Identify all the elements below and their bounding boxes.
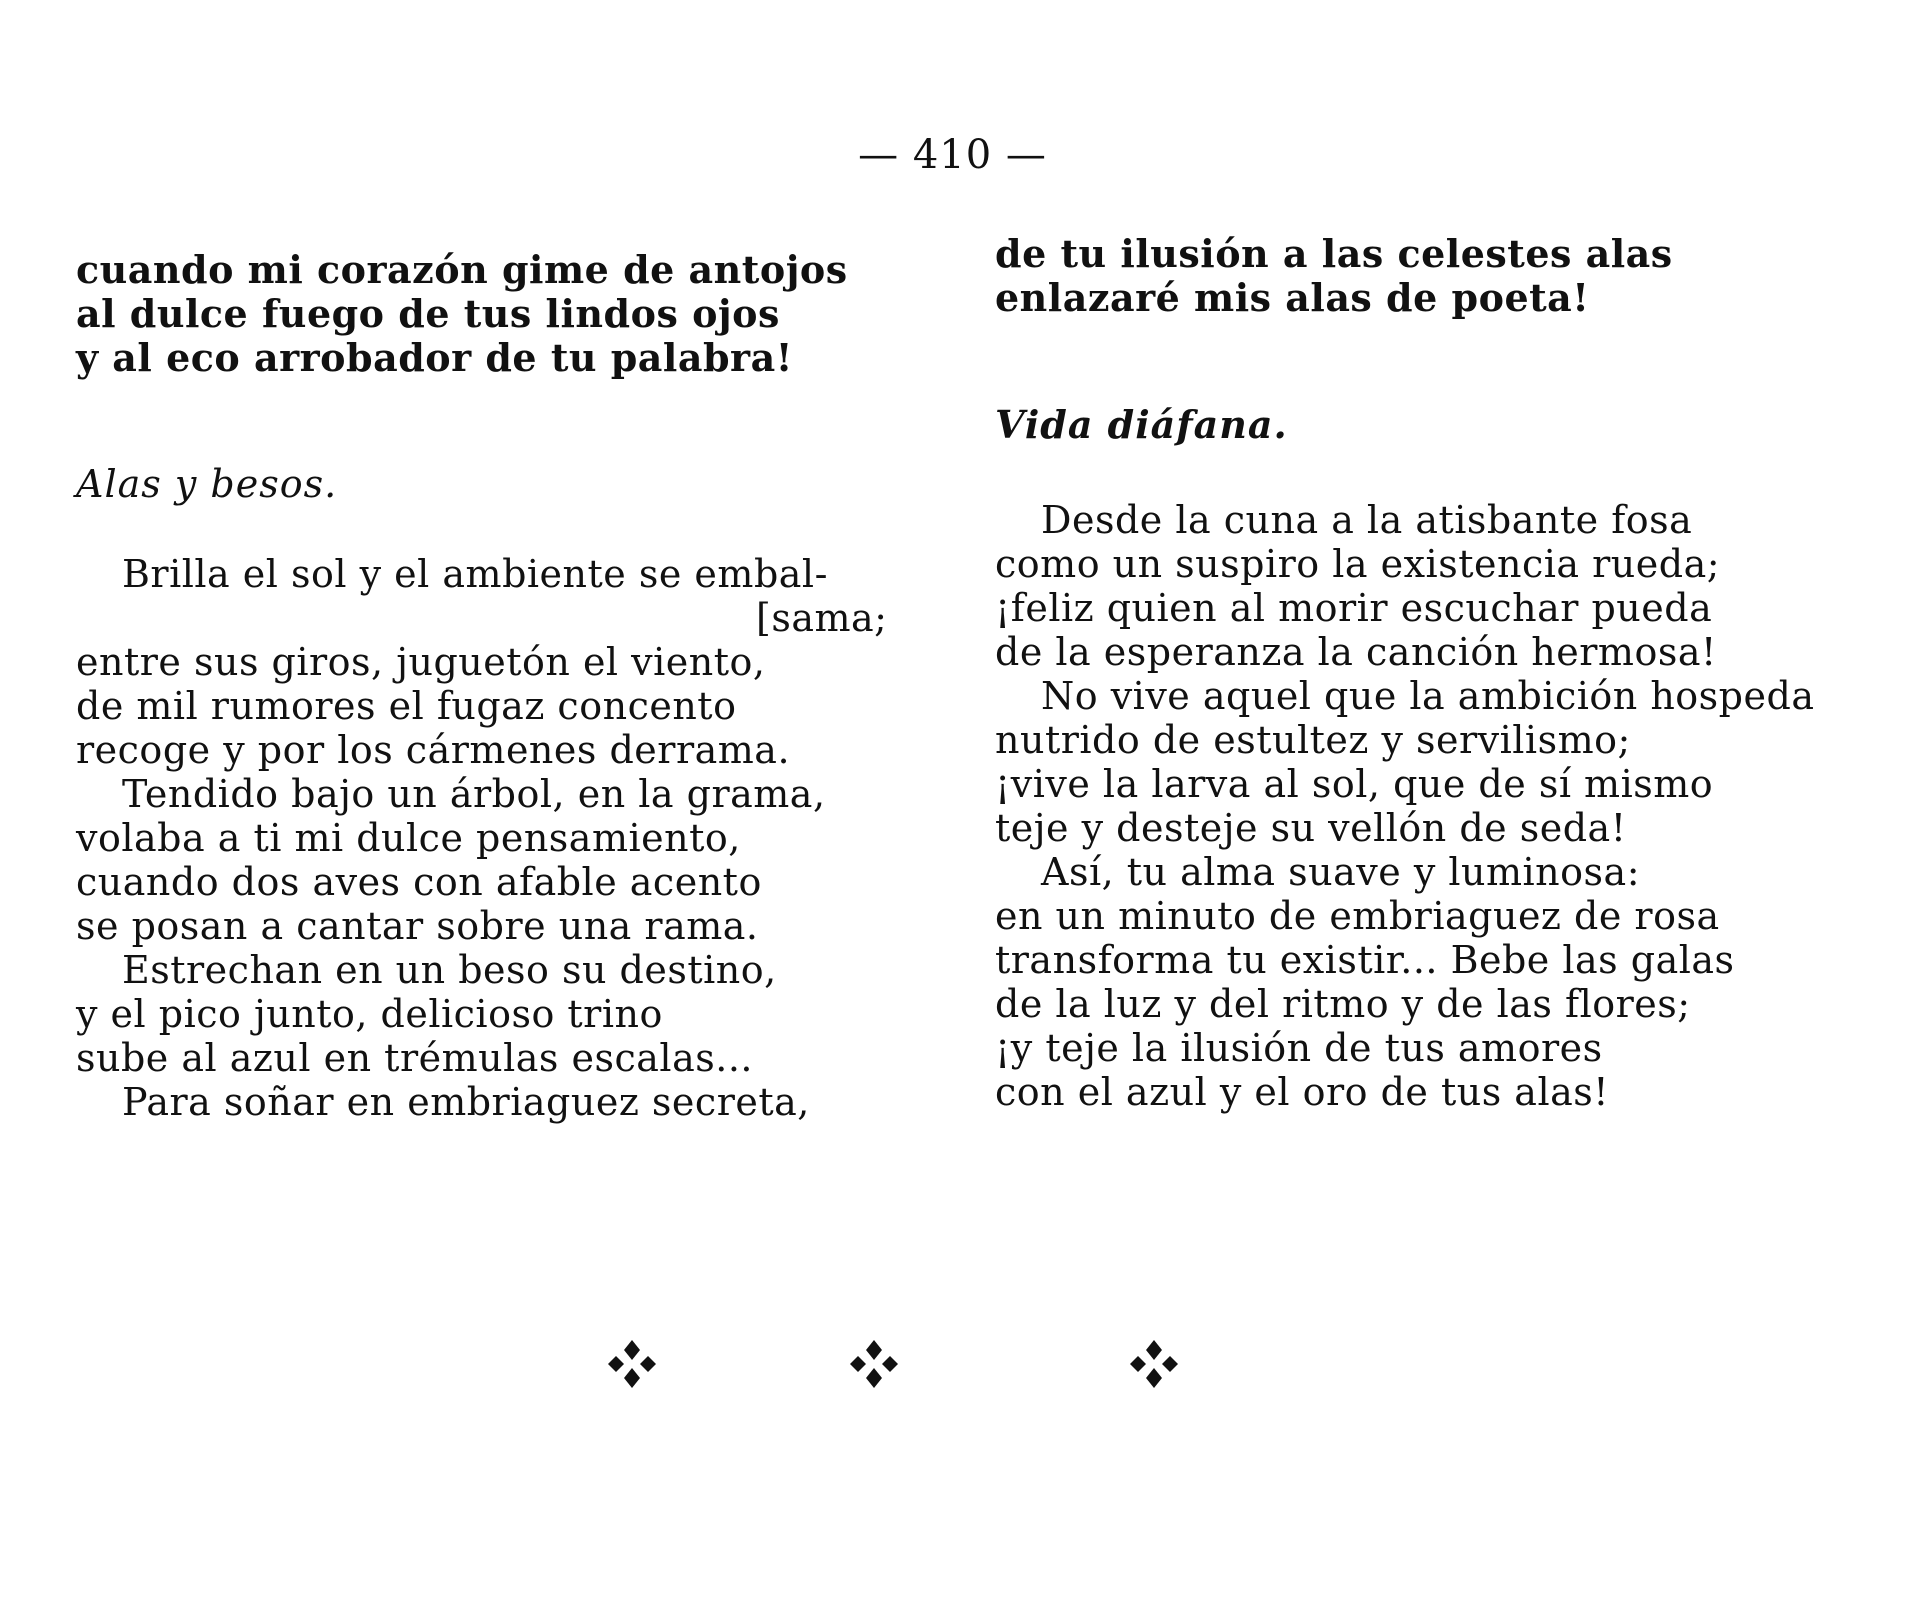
- verse-line: y el pico junto, delicioso trino: [76, 992, 663, 1036]
- verse-line: Así, tu alma suave y luminosa:: [1041, 850, 1640, 894]
- diamond-cluster-icon: [606, 1338, 658, 1390]
- poem-title: Alas y besos.: [76, 462, 338, 506]
- verse-line: entre sus giros, juguetón el viento,: [76, 640, 766, 684]
- verse-line: Estrechan en un beso su destino,: [122, 948, 777, 992]
- verse-line: de la esperanza la canción hermosa!: [995, 630, 1717, 674]
- verse-line: Desde la cuna a la atisbante fosa: [1041, 498, 1693, 542]
- verse-line: No vive aquel que la ambición hospeda: [1041, 674, 1815, 718]
- verse-line: volaba a ti mi dulce pensamiento,: [76, 816, 741, 860]
- verse-line: se posan a cantar sobre una rama.: [76, 904, 759, 948]
- verse-line: de mil rumores el fugaz concento: [76, 684, 737, 728]
- verse-line-continuation: [sama;: [756, 596, 888, 640]
- verse-line: con el azul y el oro de tus alas!: [995, 1070, 1610, 1114]
- verse-line: Brilla el sol y el ambiente se embal-: [122, 552, 828, 596]
- verse-line: como un suspiro la existencia rueda;: [995, 542, 1721, 586]
- verse-line: ¡vive la larva al sol, que de sí mismo: [995, 762, 1714, 806]
- verse-line: en un minuto de embriaguez de rosa: [995, 894, 1720, 938]
- verse-line: y al eco arrobador de tu palabra!: [76, 335, 793, 380]
- verse-line: transforma tu existir... Bebe las galas: [995, 938, 1735, 982]
- verse-line: ¡y teje la ilusión de tus amores: [995, 1026, 1603, 1070]
- page-number: — 410 —: [858, 132, 1047, 178]
- poem-title: Vida diáfana.: [995, 402, 1288, 447]
- diamond-cluster-icon: [848, 1338, 900, 1390]
- verse-line: al dulce fuego de tus lindos ojos: [76, 291, 780, 336]
- verse-line: de la luz y del ritmo y de las flores;: [995, 982, 1691, 1026]
- diamond-cluster-icon: [1128, 1338, 1180, 1390]
- verse-line: recoge y por los cármenes derrama.: [76, 728, 791, 772]
- verse-line: nutrido de estultez y servilismo;: [995, 718, 1631, 762]
- verse-line: de tu ilusión a las celestes alas: [995, 231, 1673, 276]
- verse-line: cuando mi corazón gime de antojos: [76, 247, 848, 292]
- verse-line: ¡feliz quien al morir escuchar pueda: [995, 586, 1713, 630]
- verse-line: cuando dos aves con afable acento: [76, 860, 762, 904]
- verse-line: sube al azul en trémulas escalas...: [76, 1036, 753, 1080]
- verse-line: teje y desteje su vellón de seda!: [995, 806, 1627, 850]
- verse-line: enlazaré mis alas de poeta!: [995, 275, 1590, 320]
- ornament-row: [0, 1338, 1905, 1398]
- verse-line: Tendido bajo un árbol, en la grama,: [122, 772, 826, 816]
- verse-line: Para soñar en embriaguez secreta,: [122, 1080, 810, 1124]
